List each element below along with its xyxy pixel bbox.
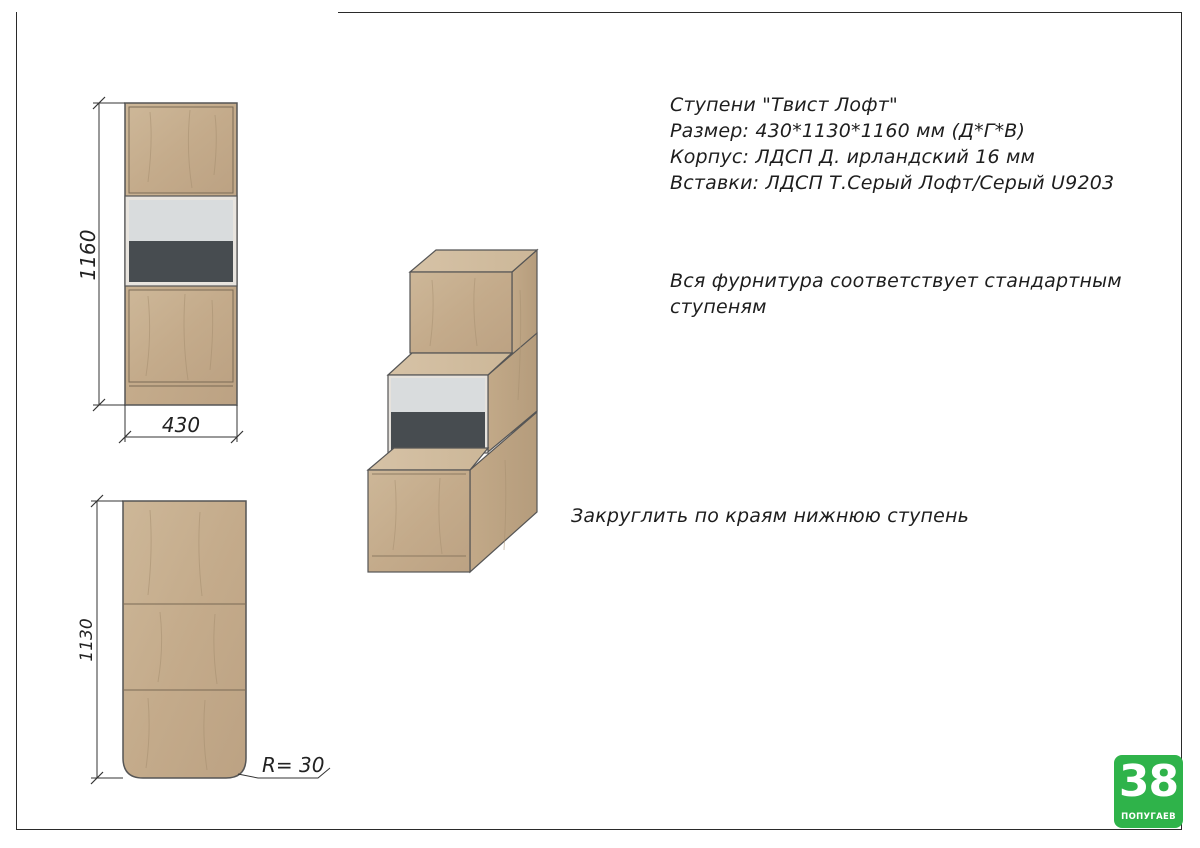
front-bottom-panel (129, 290, 233, 382)
spec-inserts: Вставки: ЛДСП Т.Серый Лофт/Серый U9203 (670, 172, 1115, 194)
spec-block (670, 92, 1170, 196)
front-view (76, 97, 243, 443)
front-height-label: 1160 (76, 229, 100, 281)
front-width-label: 430 (161, 413, 201, 437)
logo-38-popugaev (1114, 755, 1183, 828)
logo-number: 38 (1118, 756, 1179, 807)
bottom-step-lid (368, 448, 488, 470)
isometric-view (368, 250, 537, 572)
rounding-note: Закруглить по краям нижнюю ступень (571, 505, 970, 527)
hardware-note (670, 268, 1122, 320)
logo-word: ПОПУГАЕВ (1121, 812, 1176, 822)
front-top-panel (129, 107, 233, 193)
spec-title: Ступени "Твист Лофт" (670, 94, 898, 116)
spec-body: Корпус: ЛДСП Д. ирландский 16 мм (670, 146, 1036, 168)
hardware-note-line2: ступеням (670, 296, 767, 318)
side-view-body (123, 501, 246, 778)
iso-insert-dark (391, 412, 485, 450)
spec-size: Размер: 430*1130*1160 мм (Д*Г*В) (670, 120, 1026, 142)
top-step-front (410, 272, 512, 353)
radius-label: R= 30 (262, 753, 325, 777)
hardware-note-line1: Вся фурнитура соответствует стандартным (670, 270, 1122, 292)
front-insert-dark (129, 241, 233, 282)
iso-insert-light (391, 378, 485, 412)
bottom-step-front (368, 470, 470, 572)
side-view (77, 495, 330, 784)
side-depth-label: 1130 (77, 618, 97, 662)
front-insert-light (129, 200, 233, 241)
